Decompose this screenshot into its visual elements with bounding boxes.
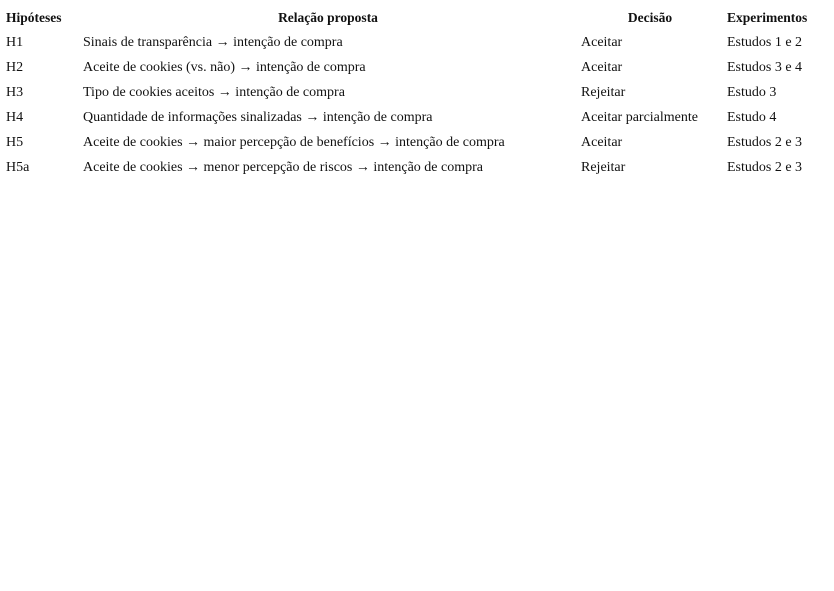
relation-cell: Sinais de transparência → intenção de compra bbox=[83, 34, 343, 50]
decision-cell: Rejeitar bbox=[581, 159, 626, 175]
relation-cell: Aceite de cookies (vs. não) → intenção de compra bbox=[83, 59, 366, 75]
experiments-cell: Estudos 3 e 4 bbox=[727, 59, 803, 75]
hypothesis-cell: H5a bbox=[6, 159, 30, 175]
relation-cell: Quantidade de informações sinalizadas → intenção de compra bbox=[83, 109, 433, 125]
table-row bbox=[2, 105, 831, 130]
experiments-cell: Estudo 3 bbox=[727, 84, 777, 100]
table-header-row bbox=[2, 5, 831, 30]
experiments-cell: Estudos 1 e 2 bbox=[727, 34, 803, 50]
relation-cell: Tipo de cookies aceitos → intenção de compra bbox=[83, 84, 345, 100]
hypotheses-table bbox=[2, 5, 831, 180]
table-row bbox=[2, 30, 831, 55]
decision-cell: Aceitar bbox=[581, 134, 623, 150]
experiments-cell: Estudos 2 e 3 bbox=[727, 134, 803, 150]
hypothesis-cell: H3 bbox=[6, 84, 24, 100]
hypothesis-cell: H1 bbox=[6, 34, 24, 50]
header-experimentos: Experimentos bbox=[727, 9, 808, 25]
table-row bbox=[2, 55, 831, 80]
table-row bbox=[2, 80, 831, 105]
hypothesis-cell: H2 bbox=[6, 59, 24, 75]
header-hipoteses: Hipóteses bbox=[6, 9, 62, 25]
header-relacao-proposta: Relação proposta bbox=[278, 9, 378, 25]
decision-cell: Aceitar parcialmente bbox=[581, 109, 698, 125]
decision-cell: Aceitar bbox=[581, 59, 623, 75]
header-decisao: Decisão bbox=[627, 9, 673, 25]
decision-cell: Aceitar bbox=[581, 34, 623, 50]
hypothesis-cell: H4 bbox=[6, 109, 24, 125]
experiments-cell: Estudo 4 bbox=[727, 109, 777, 125]
hypothesis-cell: H5 bbox=[6, 134, 24, 150]
table-row bbox=[2, 130, 831, 155]
decision-cell: Rejeitar bbox=[581, 84, 626, 100]
relation-cell: Aceite de cookies → maior percepção de benefícios → intenção de compra bbox=[83, 134, 505, 150]
experiments-cell: Estudos 2 e 3 bbox=[727, 159, 803, 175]
table-row bbox=[2, 155, 831, 180]
relation-cell: Aceite de cookies → menor percepção de riscos → intenção de compra bbox=[83, 159, 483, 175]
